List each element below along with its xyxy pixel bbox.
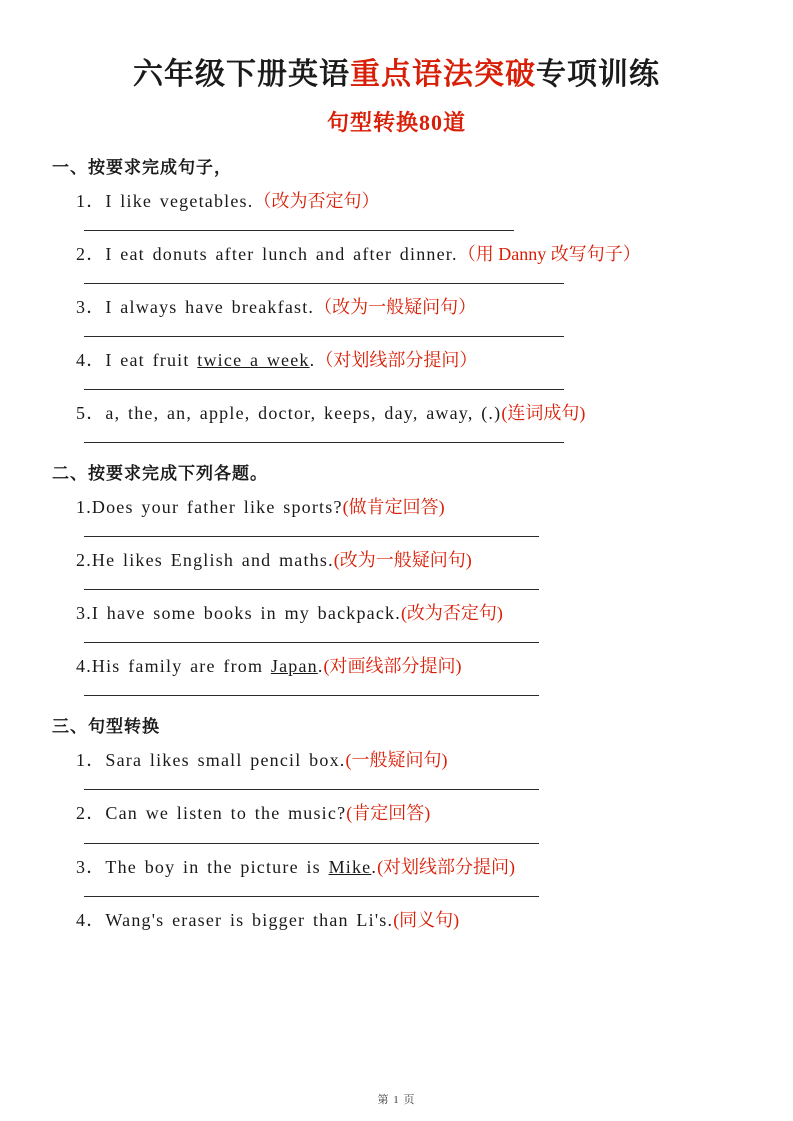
question-item [52,854,741,897]
question-item [52,294,741,337]
question-sentence: His family are from [91,656,271,677]
question-sentence: a, the, an, apple, doctor, keeps, day, away, (.) [105,402,502,423]
question-sentence: Can we listen to the music? [105,803,347,824]
question-number: 2． [76,803,106,824]
sentence-tail: . [371,856,378,877]
question-instruction: (做肯定回答) [342,496,445,517]
question-text [76,600,741,626]
question-number: 3． [76,296,106,317]
page-title-part2: 专项训练 [536,58,660,91]
question-text [76,400,741,426]
section [52,459,741,696]
question-number: 3 [76,603,87,624]
question-instruction: (改为否定句) [400,603,503,624]
question-instruction: (一般疑问句) [345,750,448,771]
page-title-part1: 六年级下册英语 [133,58,350,91]
sections-container [52,153,741,933]
question-item [52,653,741,696]
underlined-phrase: twice a week [197,349,310,370]
question-text [76,241,741,267]
question-text [76,547,741,573]
question-number: 4． [76,349,106,370]
answer-line[interactable] [84,269,564,284]
question-sentence: I eat donuts after lunch and after dinner. [105,243,458,264]
question-number: 1. [76,496,92,517]
answer-line[interactable] [84,428,564,443]
question-item [52,188,741,231]
question-item [52,347,741,390]
answer-line[interactable] [84,575,539,590]
question-number: 3． [76,856,106,877]
question-list [52,494,741,696]
page-title [52,56,741,94]
page-subtitle: 句型转换80道 [326,109,466,135]
question-item [52,800,741,843]
answer-line[interactable] [84,681,539,696]
question-sentence: He likes English and maths. [91,550,334,571]
answer-line[interactable] [84,628,539,643]
answer-line[interactable] [84,216,514,231]
underlined-phrase: Mike [328,856,372,877]
question-text [76,854,741,880]
question-sentence: Sara likes small pencil box. [105,750,346,771]
section [52,712,741,932]
question-text [76,188,741,214]
question-item [52,907,741,933]
question-list [52,747,741,932]
question-item [52,494,741,537]
question-instruction: (连词成句) [501,402,586,423]
question-item [52,547,741,590]
question-instruction: (对画线部分提问) [323,656,462,677]
question-text [76,347,741,373]
page-footer: 第 1 页 [377,1094,416,1106]
section-heading: 三、句型转换 [52,717,160,737]
question-item [52,400,741,443]
question-sentence: .I have some books in my backpack. [86,603,401,624]
question-instruction: (同义句) [393,909,460,930]
question-text [76,294,741,320]
question-text [76,800,741,826]
question-instruction: （改为一般疑问句） [314,296,477,317]
question-sentence: I eat fruit [105,349,198,370]
question-instruction: （对划线部分提问） [315,349,478,370]
answer-line[interactable] [84,322,564,337]
question-sentence: I always have breakfast. [105,296,315,317]
question-instruction: （用 Danny 改写句子） [457,243,641,264]
question-sentence: Does your father like sports? [91,496,343,517]
question-item [52,747,741,790]
section-heading: 一、按要求完成句子， [52,157,232,177]
question-item [52,600,741,643]
answer-line[interactable] [84,775,539,790]
question-number: 2． [76,243,106,264]
question-text [76,653,741,679]
question-text [76,494,741,520]
underlined-phrase: Japan [270,656,318,677]
answer-line[interactable] [84,522,539,537]
question-number: 1． [76,750,106,771]
question-sentence: Wang's eraser is bigger than Li's. [105,909,394,930]
question-number: 1． [76,190,106,211]
answer-line[interactable] [84,829,539,844]
sentence-tail: . [317,656,324,677]
question-number: 4． [76,909,106,930]
question-sentence: I like vegetables. [105,190,254,211]
question-text [76,747,741,773]
answer-line[interactable] [84,882,539,897]
section [52,153,741,443]
question-item [52,241,741,284]
question-number: 4. [76,656,92,677]
question-number: 5． [76,402,106,423]
question-number: 2. [76,550,92,571]
question-instruction: （改为否定句） [253,190,380,211]
page-title-highlight: 重点语法突破 [350,58,536,91]
question-list [52,188,741,443]
question-text [76,907,741,933]
question-instruction: (改为一般疑问句) [333,550,472,571]
sentence-tail: . [309,349,316,370]
answer-line[interactable] [84,375,564,390]
question-instruction: (肯定回答) [346,803,431,824]
question-sentence: The boy in the picture is [105,856,329,877]
question-instruction: (对划线部分提问) [377,856,516,877]
section-heading: 二、按要求完成下列各题。 [52,463,268,483]
